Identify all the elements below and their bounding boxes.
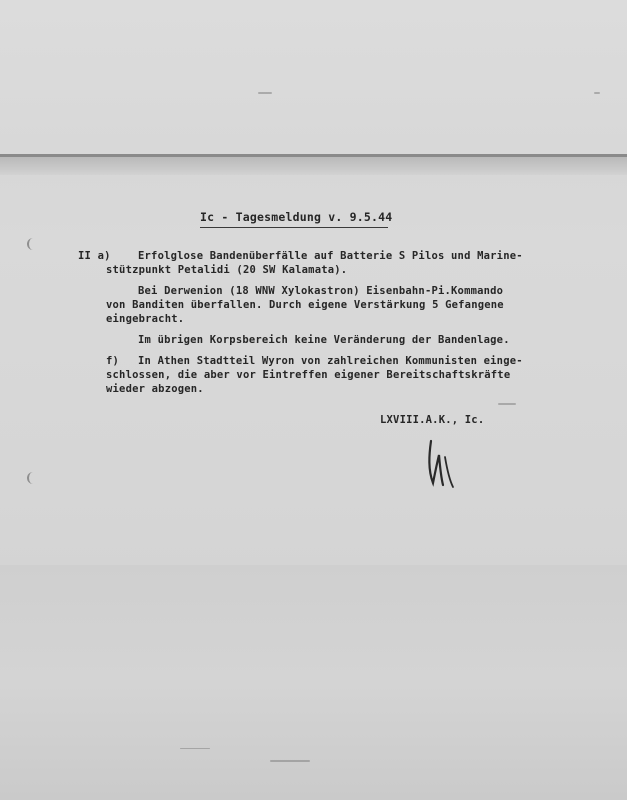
paragraph-2-line-3: eingebracht. [106, 313, 185, 325]
paragraph-2-line-1: Bei Derwenion (18 WNW Xylokastron) Eisenbahn-Pi.Kommando [138, 285, 504, 297]
paragraph-3-line-1: Im übrigen Korpsbereich keine Veränderung der Bandenlage. [138, 334, 510, 346]
page-edge-shadow [0, 157, 627, 175]
paragraph-2-line-2: von Banditen überfallen. Durch eigene Verstärkung 5 Gefangene [106, 299, 504, 311]
paragraph-1-line-2: stützpunkt Petalidi (20 SW Kalamata). [106, 264, 348, 276]
lower-page-area [0, 565, 627, 800]
handwritten-signature [425, 435, 465, 490]
sender-signature-line: LXVIII.A.K., Ic. [380, 414, 485, 426]
punch-hole-bottom [27, 472, 39, 484]
title-underline [200, 227, 388, 228]
document-title: Ic - Tagesmeldung v. 9.5.44 [200, 210, 393, 224]
scan-speck [180, 748, 210, 749]
section-marker: II a) [78, 250, 111, 262]
scan-speck [270, 760, 310, 762]
scan-speck [594, 92, 600, 94]
item-f-marker: f) [106, 355, 120, 367]
previous-page-strip [0, 0, 627, 155]
paragraph-1-line-1: Erfolglose Bandenüberfälle auf Batterie S Pilos und Marine- [138, 250, 523, 262]
item-f-line-1: In Athen Stadtteil Wyron von zahlreichen Kommunisten einge- [138, 355, 523, 367]
ink-mark [498, 403, 516, 405]
punch-hole-top [27, 238, 39, 250]
item-f-line-2: schlossen, die aber vor Eintreffen eigener Bereitschaftskräfte [106, 369, 511, 381]
scan-speck [258, 92, 272, 94]
item-f-line-3: wieder abzogen. [106, 383, 204, 395]
